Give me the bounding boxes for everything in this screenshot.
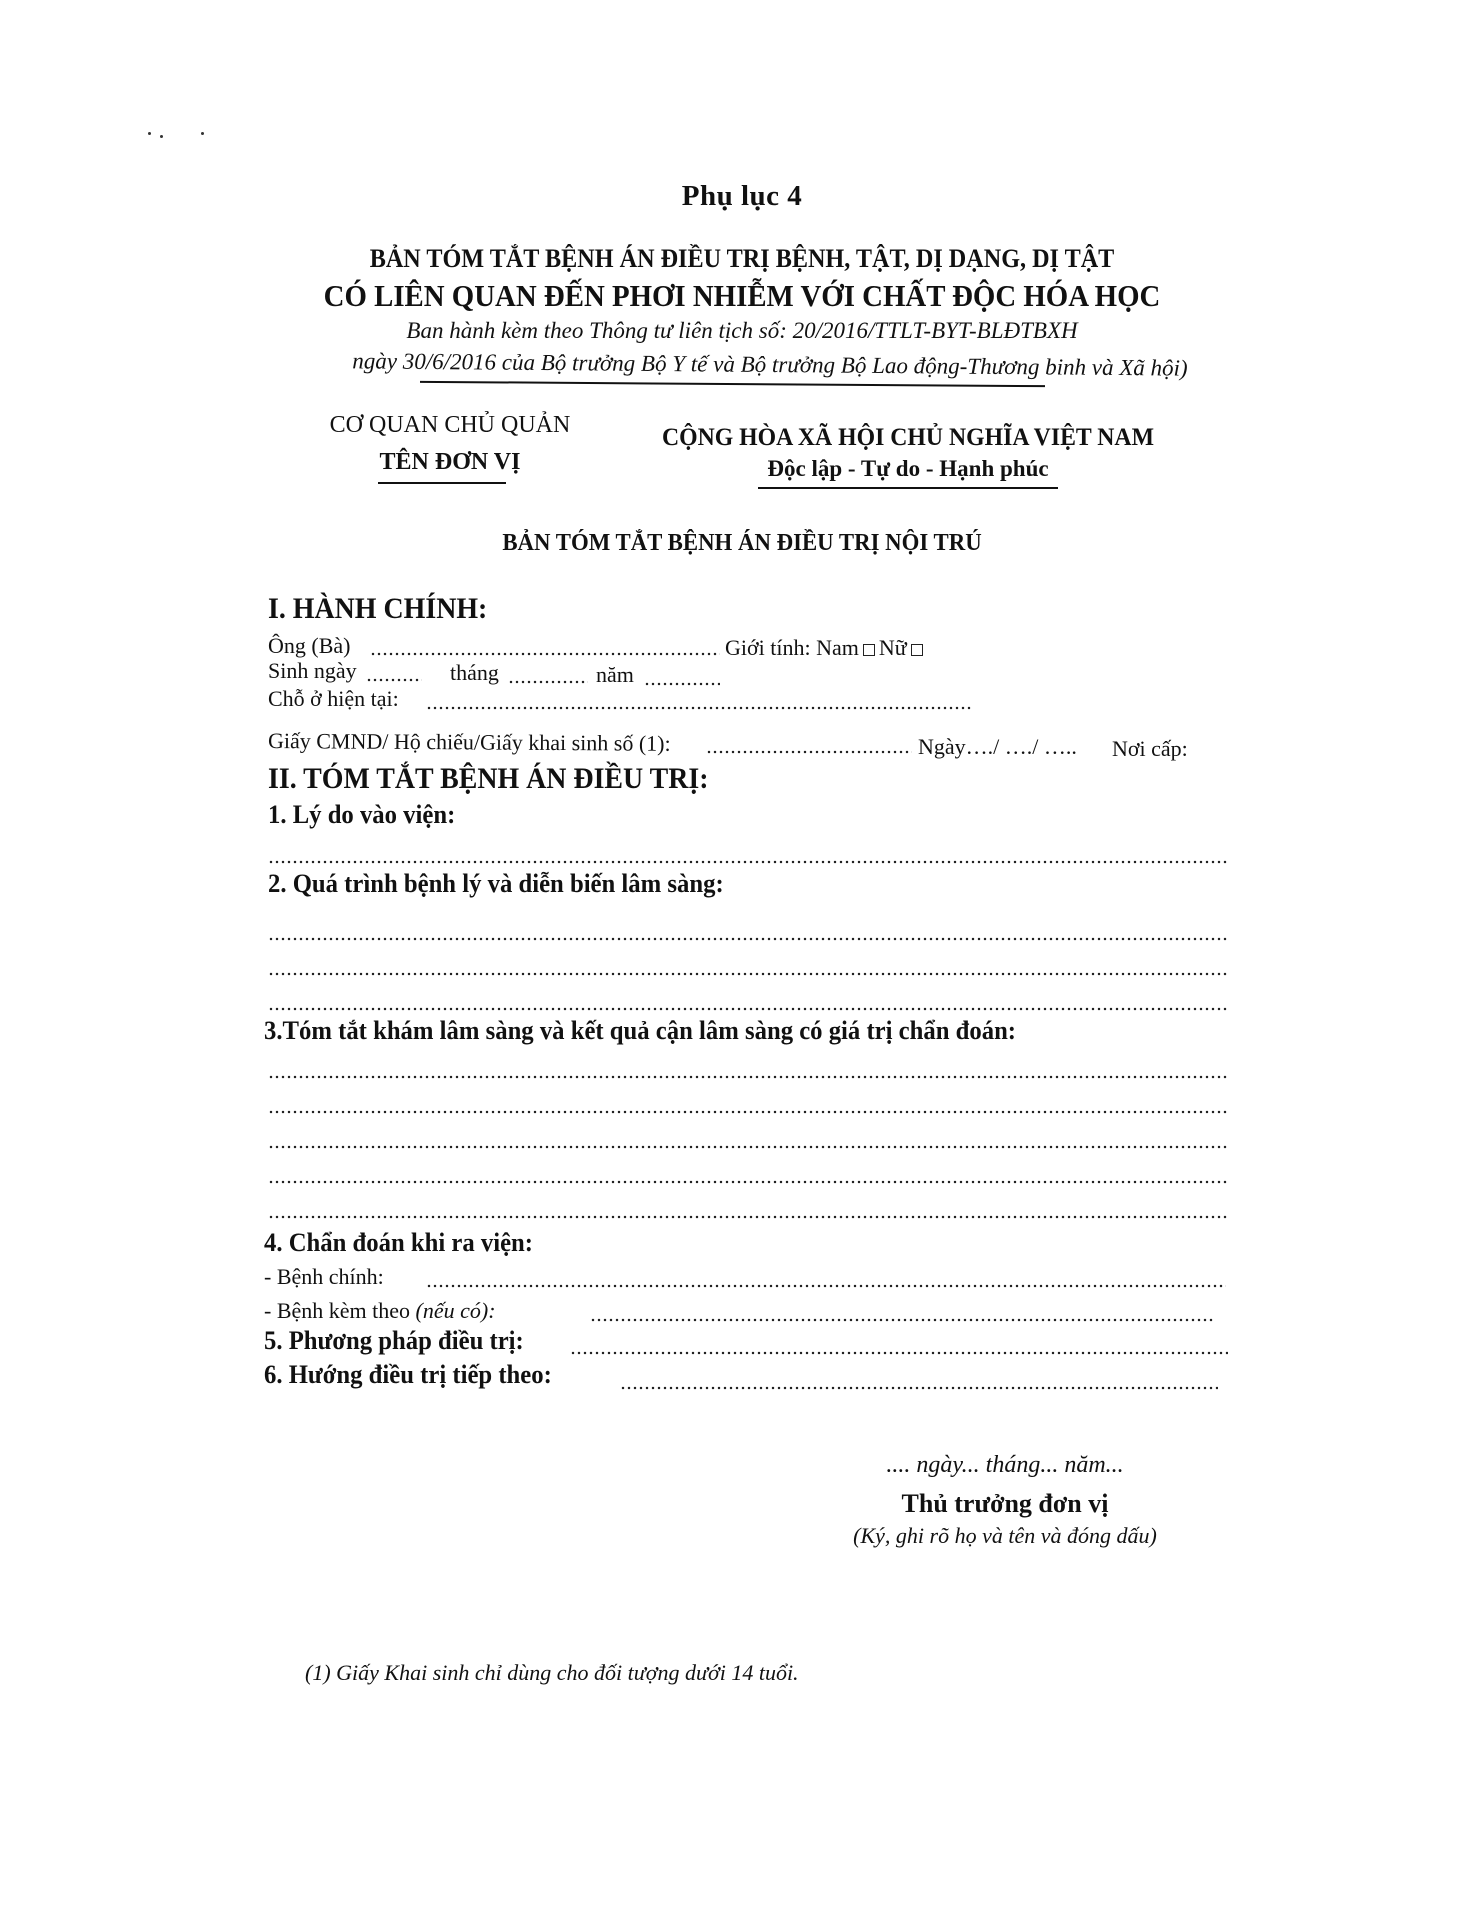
signer-note: (Ký, ghi rõ họ và tên và đóng dấu): [853, 1523, 1157, 1548]
clinical-course-field-2[interactable]: [268, 972, 1228, 976]
discharge-diagnosis-heading: 4. Chẩn đoán khi ra viện:: [264, 1228, 534, 1257]
secondary-disease-label: [264, 1298, 496, 1324]
exam-summary-field-3[interactable]: [268, 1145, 1228, 1149]
form-title: BẢN TÓM TẮT BỆNH ÁN ĐIỀU TRỊ NỘI TRÚ: [502, 530, 982, 556]
motto-underline: [758, 487, 1058, 489]
main-disease-label: - Bệnh chính:: [264, 1264, 384, 1289]
exam-summary-heading: 3.Tóm tắt khám lâm sàng và kết quả cận lâm sàng có giá trị chẩn đoán:: [264, 1016, 1017, 1045]
id-label: Giấy CMND/ Hộ chiếu/Giấy khai sinh số (1):: [267, 728, 671, 756]
dob-year-field[interactable]: [644, 682, 720, 686]
national-motto: Độc lập - Tự do - Hạnh phúc: [767, 456, 1049, 481]
scan-speck: [148, 132, 151, 135]
name-label: Ông (Bà): [268, 633, 351, 658]
secondary-disease-note: (nếu có):: [415, 1298, 496, 1323]
unit-underline: [378, 482, 506, 484]
name-field[interactable]: [370, 652, 720, 656]
gender-option-female: Nữ: [878, 635, 907, 660]
national-name: CỘNG HÒA XÃ HỘI CHỦ NGHĨA VIỆT NAM: [661, 424, 1154, 451]
dob-month-field[interactable]: [508, 680, 588, 684]
id-place-label: Nơi cấp:: [1112, 736, 1188, 761]
footnote: (1) Giấy Khai sinh chỉ dùng cho đối tượng dưới 14 tuổi.: [305, 1660, 799, 1685]
exam-summary-field-2[interactable]: [268, 1110, 1228, 1114]
admission-reason-heading: 1. Lý do vào viện:: [268, 800, 456, 829]
exam-summary-field-5[interactable]: [268, 1215, 1228, 1219]
clinical-course-field-3[interactable]: [268, 1007, 1228, 1011]
scan-speck: [201, 132, 204, 135]
next-treatment-field[interactable]: [620, 1386, 1218, 1390]
address-field[interactable]: [426, 706, 972, 710]
male-checkbox[interactable]: [863, 644, 875, 656]
gender-option-male: Nam: [816, 635, 859, 660]
appendix-label: Phụ lục 4: [681, 180, 803, 212]
treatment-method-label: 5. Phương pháp điều trị:: [264, 1326, 524, 1355]
signature-date-line[interactable]: .... ngày... tháng... năm...: [886, 1452, 1124, 1478]
gender-label: Giới tính:: [725, 635, 811, 660]
main-disease-field[interactable]: [426, 1284, 1226, 1288]
female-checkbox[interactable]: [911, 644, 923, 656]
gender-field: [725, 635, 927, 661]
section-admin-heading: I. HÀNH CHÍNH:: [268, 592, 488, 625]
dob-day-label: Sinh ngày: [268, 658, 357, 683]
secondary-disease-field[interactable]: [590, 1318, 1214, 1322]
signer-title: Thủ trưởng đơn vị: [901, 1489, 1109, 1518]
admission-reason-field[interactable]: [268, 860, 1228, 864]
dob-month-label: tháng: [450, 660, 499, 685]
next-treatment-label: 6. Hướng điều trị tiếp theo:: [264, 1360, 552, 1389]
dob-year-label: năm: [596, 662, 634, 687]
clinical-course-heading: 2. Quá trình bệnh lý và diễn biến lâm sàng:: [268, 869, 724, 898]
id-number-field[interactable]: [706, 750, 912, 754]
treatment-method-field[interactable]: [570, 1351, 1228, 1355]
section-summary-heading: II. TÓM TẮT BỆNH ÁN ĐIỀU TRỊ:: [268, 762, 709, 795]
clinical-course-field-1[interactable]: [268, 937, 1228, 941]
scan-speck: [160, 135, 163, 138]
dob-day-field[interactable]: [366, 678, 422, 682]
parent-agency: CƠ QUAN CHỦ QUẢN: [329, 412, 571, 438]
document-title-line1: BẢN TÓM TẮT BỆNH ÁN ĐIỀU TRỊ BỆNH, TẬT, DỊ DẠNG, DỊ TẬT: [369, 244, 1115, 273]
document-title-line2: CÓ LIÊN QUAN ĐẾN PHƠI NHIỄM VỚI CHẤT ĐỘC HÓA HỌC: [323, 278, 1161, 313]
secondary-disease-text: - Bệnh kèm theo: [264, 1298, 416, 1323]
issued-by-line1: Ban hành kèm theo Thông tư liên tịch số: 20/2016/TTLT-BYT-BLĐTBXH: [406, 318, 1078, 343]
unit-name: TÊN ĐƠN VỊ: [379, 449, 521, 475]
id-date-field[interactable]: Ngày…./ …./ …..: [918, 734, 1077, 759]
address-label: Chỗ ở hiện tại:: [268, 686, 399, 711]
exam-summary-field-1[interactable]: [268, 1075, 1228, 1079]
exam-summary-field-4[interactable]: [268, 1180, 1228, 1184]
header-underline: [420, 381, 1045, 387]
issued-by-line2: ngày 30/6/2016 của Bộ trưởng Bộ Y tế và Bộ trưởng Bộ Lao động-Thương binh và Xã hội): [352, 348, 1188, 381]
